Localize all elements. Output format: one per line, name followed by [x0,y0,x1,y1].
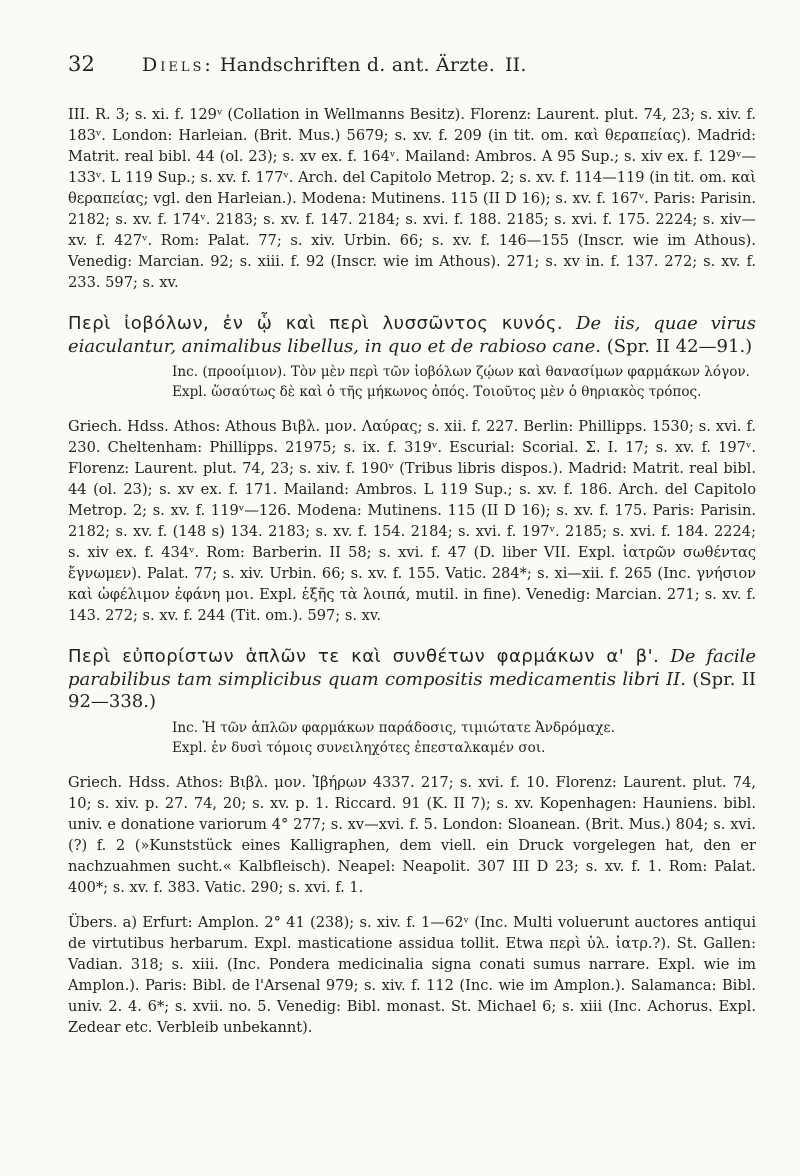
greek-manuscripts-paragraph: Griech. Hdss. Athos: Βιβλ. μον. Ἰβήρων 4337. 217; s. xvi. f. 10. Florenz: Laurent. plut. 74, 10; s. xiv. p. 27. 74, 20; s. xv. p. 1. Riccard. 91 (K. II 7); s. xv. Kopenhagen: Hauniens. bibl. univ. e donatione variorum 4° 277; s. xv—xvi. f. 5. London: Sloanean. (Brit. Mus.) 804; s. xvi. (?) f. 2 (»Kunststück eines Kalligraphen, dem viell. ein Druck vorgelegen hat, den er nachzuahmen sucht.« Kalbfleisch). Neapel: Neapolit. 307 III D 23; s. xv. f. 1. Rom: Palat. 400*; s. xv. f. 383. Vatic. 290; s. xvi. f. 1. [68,773,756,896]
latin-title: De iis, quae virus eiaculantur, animalibus libellus, in quo et de rabioso cane. [68,313,756,357]
page-number: 32 [68,52,96,76]
header-title: Handschriften d. ant. Ärzte. [219,54,495,76]
header-author: Diels: [142,54,214,76]
greek-title: Περὶ ἰοβόλων, ἐν ᾧ καὶ περὶ λυσσῶντος κυνός. [68,313,564,334]
greek-title: Περὶ εὐπορίστων ἁπλῶν τε καὶ συνθέτων φαρμάκων α' β'. [68,646,660,667]
latin-title: De facile parabilibus tam simplicibus quam compositis medicamentis libri II. [68,646,757,690]
section-heading-euporiston [68,646,756,714]
running-header [68,52,756,76]
incipit-line: Inc. (προοίμιον). Τὸν μὲν περὶ τῶν ἰοβόλων ζῴων καὶ θανασίμων φαρμάκων λόγον. [172,364,750,380]
header-volume: II. [504,54,527,76]
manuscript-list-paragraph: III. R. 3; s. xi. f. 129ᵛ (Collation in Wellmanns Besitz). Florenz: Laurent. plut. 74, 23; s. xiv. f. 183ᵛ. London: Harleian. (Brit. Mus.) 5679; s. xv. f. 209 (in tit. om. καὶ θεραπείας). Madrid: Matrit. real bibl. 44 (ol. 23); s. xv ex. f. 164ᵛ. Mailand: Ambros. A 95 Sup.; s. xiv ex. f. 129ᵛ—133ᵛ. L 119 Sup.; s. xv. f. 177ᵛ. Arch. del Capitolo Metrop. 2; s. xv. f. 114—119 (in tit. om. καὶ θεραπείας; vgl. den Harleian.). Modena: Mutinens. 115 (II D 16); s. xv. f. 167ᵛ. Paris: Parisin. 2182; s. xv. f. 174ᵛ. 2183; s. xv. f. 147. 2184; s. xvi. f. 188. 2185; s. xvi. f. 175. 2224; s. xiv—xv. f. 427ᵛ. Rom: Palat. 77; s. xiv. Urbin. 66; s. xv. f. 146—155 (Inscr. wie im Athous). Venedig: Marcian. 92; s. xiii. f. 92 (Inscr. wie im Athous). 271; s. xv in. f. 137. 272; s. xv. f. 233. 597; s. xv. [68,106,756,291]
sprengel-reference: (Spr. II 92—338.) [68,668,756,712]
greek-manuscripts-paragraph: Griech. Hdss. Athos: Athous Βιβλ. μον. Λαύρας; s. xii. f. 227. Berlin: Phillipps. 1530; s. xvi. f. 230. Cheltenham: Phillipps. 21975; s. ix. f. 319ᵛ. Escurial: Scorial. Σ. I. 17; s. xv. f. 197ᵛ. Florenz: Laurent. plut. 74, 23; s. xiv. f. 190ᵛ (Tribus libris dispos.). Madrid: Matrit. real bibl. 44 (ol. 23); s. xv ex. f. 171. Mailand: Ambros. L 119 Sup.; s. xv. f. 186. Arch. del Capitolo Metrop. 2; s. xv. f. 119ᵛ—126. Modena: Mutinens. 115 (II D 16); s. xv. f. 175. Paris: Parisin. 2182; s. xv. f. (148 s) 134. 2183; s. xv. f. 154. 2184; s. xvi. f. 197ᵛ. 2185; s. xvi. f. 184. 2224; s. xiv ex. f. 434ᵛ. Rom: Barberin. II 58; s. xvi. f. 47 (D. liber VII. Expl. ἰατρῶν σωθέντας ἔγνωμεν). Palat. 77; s. xiv. Urbin. 66; s. xv. f. 155. Vatic. 284*; s. xi—xii. f. 265 (Inc. γνήσιον καὶ ὠφέλιμον ἐφάνη μοι. Expl. ἑξῆς τὰ λοιπά, mutil. in fine). Venedig: Marcian. 271; s. xv. f. 143. 272; s. xv. f. 244 (Tit. om.). 597; s. xv. [68,418,756,624]
explicit-line: Expl. ἐν δυσὶ τόμοις συνειληχότες ἐπεσταλκαμέν σοι. [172,739,546,756]
sprengel-reference: (Spr. II 42—91.) [606,335,753,357]
explicit-line: Expl. ὥσαύτως δὲ καὶ ὁ τῆς μήκωνος ὀπός. Τοιοῦτος μὲν ὁ θηριακὸς τρόπος. [172,384,702,400]
incipit-explicit-block [68,718,756,758]
section-heading-iobolon [68,313,756,358]
translations-paragraph: Übers. a) Erfurt: Amplon. 2° 41 (238); s. xiv. f. 1—62ᵛ (Inc. Multi voluerunt auctores antiqui de virtutibus herbarum. Expl. masticatione assidua tollit. Etwa περὶ ὑλ. ἰατρ.?). St. Gallen: Vadian. 318; s. xiii. (Inc. Pondera medicinalia signa conati sumus narrare. Expl. wie im Amplon.). Paris: Bibl. de l'Arsenal 979; s. xiv. f. 112 (Inc. wie im Amplon.). Salamanca: Bibl. univ. 2. 4. 6*; s. xvii. no. 5. Venedig: Bibl. monast. St. Michael 6; s. xiii (Inc. Achorus. Expl. Zedear etc. Verbleib unbekannt). [68,913,756,1036]
incipit-line: Inc. Ἡ τῶν ἁπλῶν φαρμάκων παράδοσις, τιμιώτατε Ἀνδρόμαχε. [172,719,615,736]
incipit-explicit-block [68,362,756,402]
